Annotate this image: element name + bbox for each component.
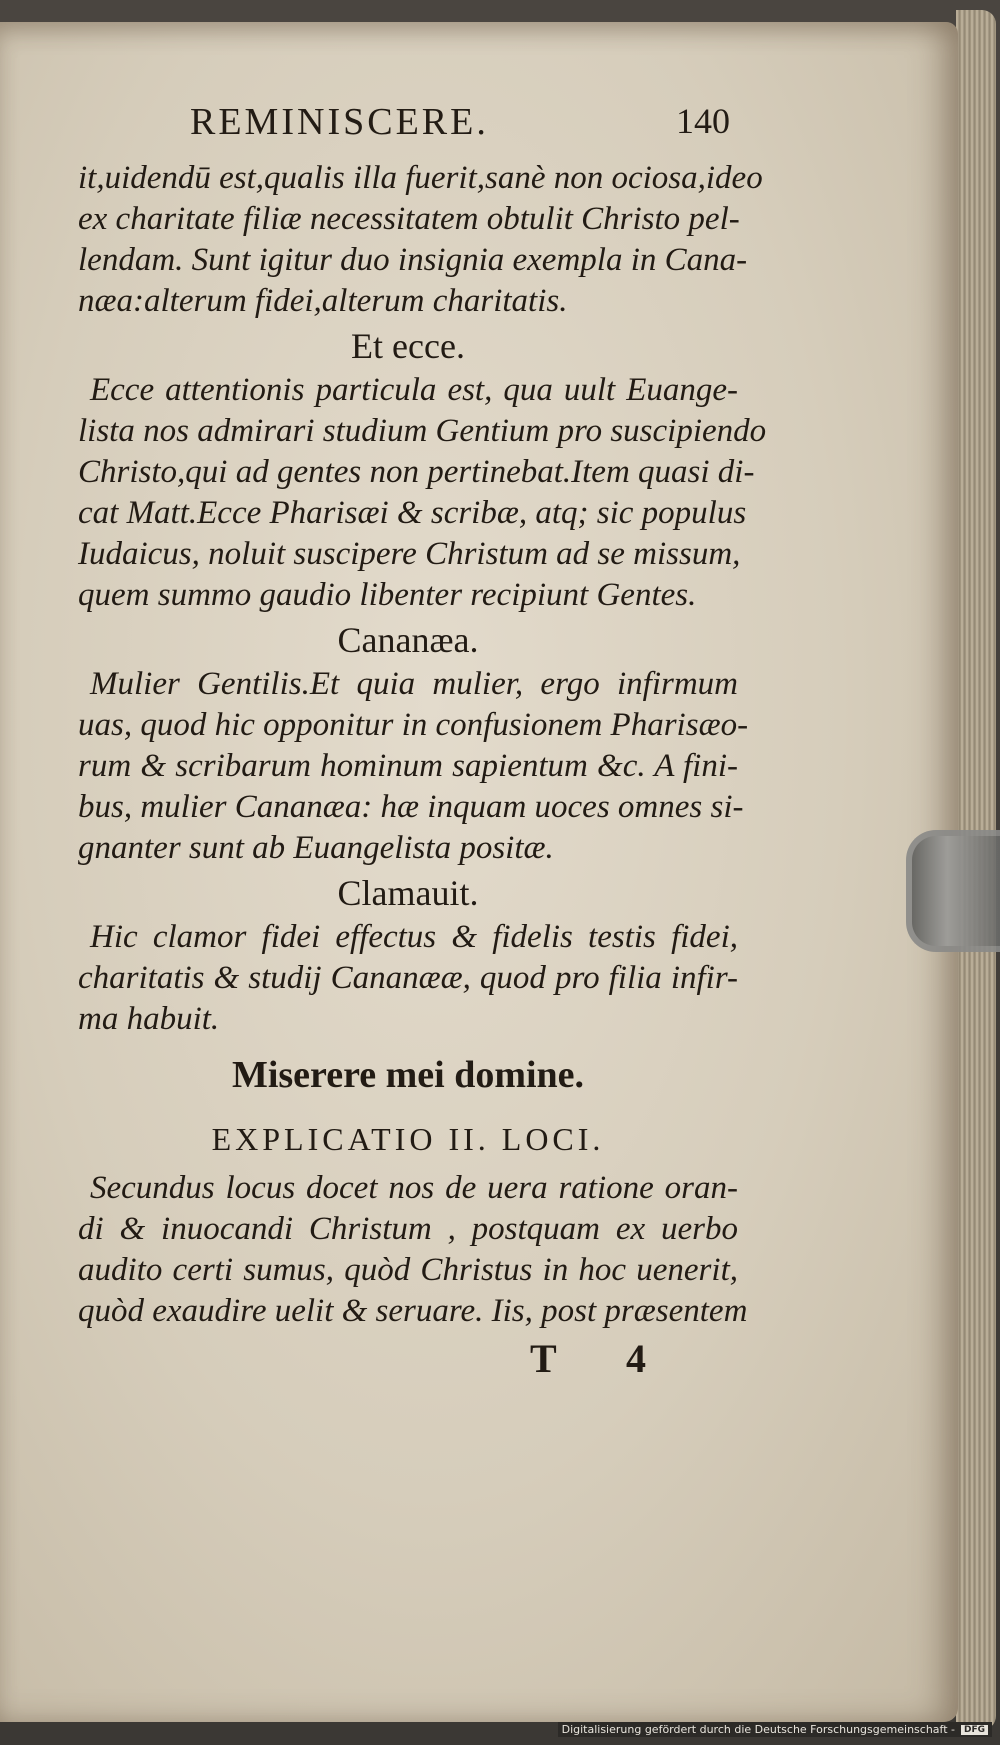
text-line: charitatis & studij Cananææ, quod pro filia infir- bbox=[78, 960, 738, 996]
signature-mark: T 4 bbox=[530, 1336, 676, 1381]
text-line: næa:alterum fidei,alterum charitatis. bbox=[78, 283, 568, 319]
text-line: Christo,qui ad gentes non pertinebat.Item quasi di- bbox=[78, 454, 755, 490]
text-line: Ecce attentionis particula est, qua uult Euange- bbox=[90, 372, 738, 408]
section-heading: Clamauit. bbox=[337, 873, 479, 913]
text-line: ma habuit. bbox=[78, 1001, 220, 1037]
page-header bbox=[190, 100, 730, 150]
text-line: ex charitate filiæ necessitatem obtulit Christo pel- bbox=[78, 201, 740, 237]
text-line: it,uidendū est,qualis illa fuerit,sanè non ociosa,ideo bbox=[78, 160, 763, 196]
text-line: di & inuocandi Christum , postquam ex uerbo bbox=[78, 1211, 738, 1247]
text-line: uas, quod hic opponitur in confusionem Pharisæo- bbox=[78, 707, 749, 743]
dfg-logo: DFG bbox=[961, 1725, 988, 1735]
text-line: cat Matt.Ecce Pharisæi & scribæ, atq; sic populus bbox=[78, 495, 747, 531]
text-line: quòd exaudire uelit & seruare. Iis, post præsentem bbox=[78, 1293, 748, 1329]
text-line: Iudaicus, noluit suscipere Christum ad se missum, bbox=[78, 536, 741, 572]
text-line: audito certi sumus, quòd Christus in hoc uenerit, bbox=[78, 1252, 738, 1288]
text-line: gnanter sunt ab Euangelista positæ. bbox=[78, 830, 554, 866]
text-line: Hic clamor fidei effectus & fidelis testis fidei, bbox=[90, 919, 738, 955]
section-heading: Miserere mei domine. bbox=[231, 1054, 585, 1096]
text-line: Secundus locus docet nos de uera ratione oran- bbox=[90, 1170, 738, 1206]
text-line: lendam. Sunt igitur duo insignia exempla in Cana- bbox=[78, 242, 748, 278]
section-heading: Cananæa. bbox=[337, 620, 479, 660]
credit-text: Digitalisierung gefördert durch die Deutsche Forschungsgemeinschaft - bbox=[561, 1723, 955, 1736]
digitization-credit bbox=[558, 1722, 992, 1737]
text-block bbox=[78, 158, 767, 1332]
running-title: REMINISCERE. bbox=[190, 101, 489, 143]
book-clasp bbox=[906, 830, 1000, 952]
section-heading: EXPLICATIO II. LOCI. bbox=[211, 1121, 605, 1157]
page-number: 140 bbox=[676, 101, 730, 141]
text-line: lista nos admirari studium Gentium pro suscipiendo bbox=[78, 413, 767, 449]
section-heading: Et ecce. bbox=[351, 326, 465, 366]
text-line: bus, mulier Cananæa: hæ inquam uoces omnes si- bbox=[78, 789, 744, 825]
text-line: Mulier Gentilis.Et quia mulier, ergo infirmum bbox=[90, 666, 738, 702]
text-line: quem summo gaudio libenter recipiunt Gentes. bbox=[78, 577, 697, 613]
text-line: rum & scribarum hominum sapientum &c. A fini- bbox=[78, 748, 738, 784]
